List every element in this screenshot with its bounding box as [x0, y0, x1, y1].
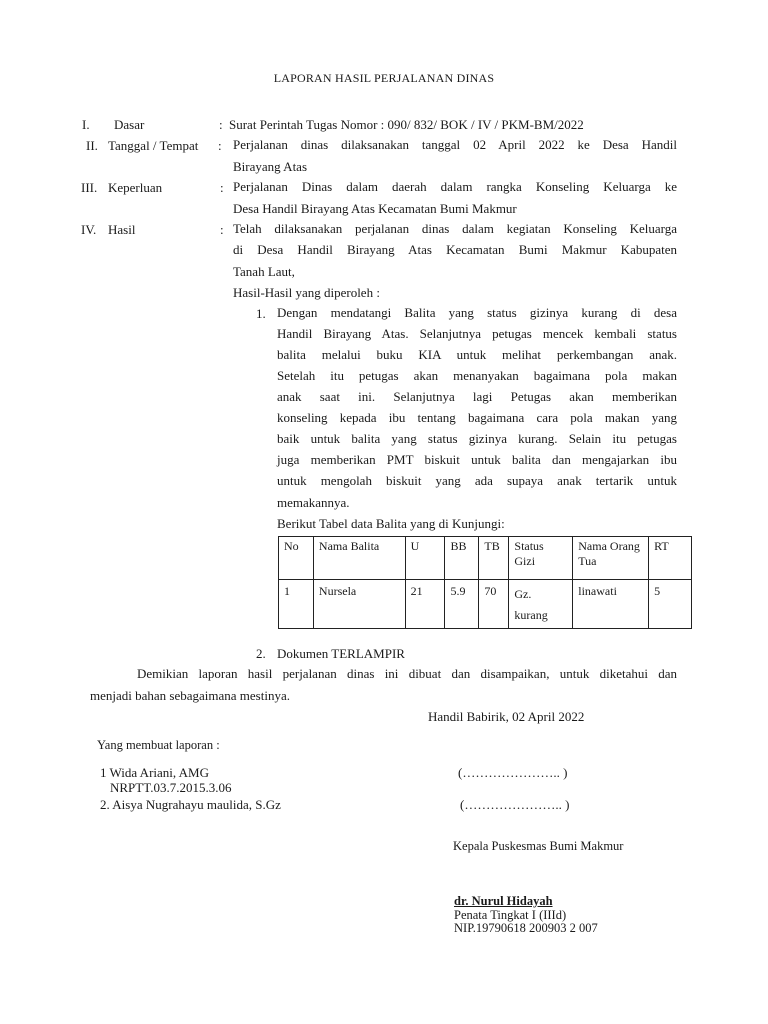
- document-title: LAPORAN HASIL PERJALANAN DINAS: [273, 71, 495, 85]
- table-header-cell: Nama Orang Tua: [573, 537, 649, 580]
- balita-table: [278, 536, 692, 629]
- table-header-cell: BB: [445, 537, 479, 580]
- list-item-line: Dengan mendatangi Balita yang status gizinya kurang di desa: [277, 305, 677, 320]
- made-by-label: Yang membuat laporan :: [97, 738, 220, 752]
- table-header-cell: No: [279, 537, 314, 580]
- table-header-cell: TB: [479, 537, 509, 580]
- section-text-line: Perjalanan Dinas dalam daerah dalam rangka Konseling Keluarga ke: [233, 179, 677, 194]
- signer-name: 1 Wida Ariani, AMG: [100, 765, 210, 780]
- closing-line: menjadi bahan sebagaimana mestinya.: [90, 688, 290, 703]
- table-cell: 5: [649, 580, 692, 629]
- section-number: IV.: [81, 222, 97, 237]
- list-item-line: anak saat ini. Selanjutnya lagi Petugas akan memberikan: [277, 389, 677, 404]
- list-item-line: konseling kepada ibu tentang bagaimana cara pola makan yang: [277, 410, 677, 425]
- table-cell: linawati: [573, 580, 649, 629]
- section-text-line: Telah dilaksanakan perjalanan dinas dalam kegiatan Konseling Keluarga: [233, 221, 677, 236]
- list-item-line: balita melalui buku KIA untuk melihat perkembangan anak.: [277, 347, 677, 362]
- table-cell: Nursela: [313, 580, 405, 629]
- table-header-cell: Nama Balita: [313, 537, 405, 580]
- list-item-line: baik untuk balita yang status gizinya kurang. Selain itu petugas: [277, 431, 677, 446]
- results-intro: Hasil-Hasil yang diperoleh :: [233, 285, 380, 300]
- section-text-line: Tanah Laut,: [233, 264, 295, 279]
- section-label: Dasar: [114, 117, 145, 132]
- list-item-number: 2.: [256, 646, 266, 661]
- section-separator: :: [220, 222, 224, 237]
- closing-line: Demikian laporan hasil perjalanan dinas ini dibuat dan disampaikan, untuk diketahui dan: [137, 666, 677, 681]
- table-header-row: [279, 537, 692, 580]
- list-item-text: Dokumen TERLAMPIR: [277, 646, 405, 661]
- section-text-line: Birayang Atas: [233, 159, 308, 174]
- table-row: [279, 580, 692, 629]
- section-text-line: Desa Handil Birayang Atas Kecamatan Bumi Makmur: [233, 201, 517, 216]
- section-number: III.: [81, 180, 98, 195]
- section-text-line: di Desa Handil Birayang Atas Kecamatan Bumi Makmur Kabupaten: [233, 242, 677, 257]
- section-text-line: Surat Perintah Tugas Nomor : 090/ 832/ BOK / IV / PKM-BM/2022: [229, 117, 584, 132]
- section-label: Keperluan: [108, 180, 163, 195]
- table-header-cell: Status Gizi: [509, 537, 573, 580]
- table-cell: Gz. kurang: [509, 580, 573, 629]
- table-cell: 21: [405, 580, 445, 629]
- signer-name: 2. Aisya Nugrahayu maulida, S.Gz: [100, 797, 281, 812]
- signature-line: (………………….. ): [460, 797, 570, 812]
- place-date: Handil Babirik, 02 April 2022: [428, 709, 585, 724]
- section-number: II.: [86, 138, 98, 153]
- table-caption: Berikut Tabel data Balita yang di Kunjungi:: [277, 516, 505, 531]
- head-rank: Penata Tingkat I (IIId): [454, 908, 567, 922]
- table-header-cell: U: [405, 537, 445, 580]
- list-item-line: untuk mengolah biskuit yang ada supaya anak tertarik untuk: [277, 473, 677, 488]
- list-item-line: memakannya.: [277, 495, 350, 510]
- section-label: Hasil: [108, 222, 136, 237]
- section-separator: :: [219, 117, 223, 132]
- section-text-line: Perjalanan dinas dilaksanakan tanggal 02 April 2022 ke Desa Handil: [233, 137, 677, 152]
- section-number: I.: [82, 117, 90, 132]
- list-item-line: Setelah itu petugas akan menanyakan bagaimana pola makan: [277, 368, 677, 383]
- section-label: Tanggal / Tempat: [108, 138, 199, 153]
- section-separator: :: [218, 138, 222, 153]
- table-cell: 1: [279, 580, 314, 629]
- section-separator: :: [220, 180, 224, 195]
- table-cell: 5.9: [445, 580, 479, 629]
- head-title: Kepala Puskesmas Bumi Makmur: [453, 839, 624, 853]
- head-name: dr. Nurul Hidayah: [454, 894, 553, 908]
- head-nip: NIP.19790618 200903 2 007: [454, 921, 598, 935]
- table-cell: 70: [479, 580, 509, 629]
- list-item-line: juga memberikan PMT biskuit untuk balita dan mengajarkan ibu: [277, 452, 677, 467]
- table-header-cell: RT: [649, 537, 692, 580]
- signer-id: NRPTT.03.7.2015.3.06: [110, 780, 232, 795]
- signature-line: (………………….. ): [458, 765, 568, 780]
- list-item-number: 1.: [256, 306, 266, 321]
- list-item-line: Handil Birayang Atas. Selanjutnya petugas mencek kembali status: [277, 326, 677, 341]
